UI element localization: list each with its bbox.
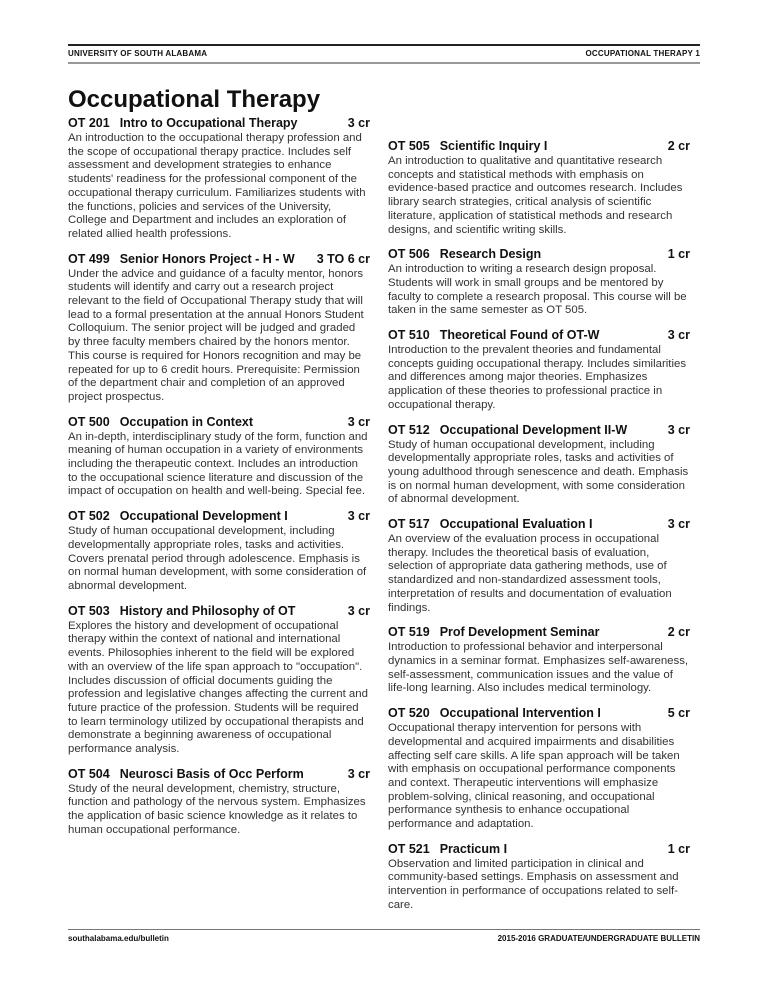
course-description: An introduction to writing a research design proposal. Students will work in small groups and be mentored by faculty to complete a research proposal. This course will be taken in the same semester as OT 505.	[388, 263, 687, 317]
course-heading	[388, 516, 690, 533]
course-entry	[388, 327, 690, 413]
course-description: Under the advice and guidance of a faculty mentor, honors students will identify and carry out a research project relevant to the field of Occupational Therapy study that will lead to a formal presentation at the annual Honors Student Colloquium. The senior project will be judged and graded by three faculty members chaired by the honors mentor. This course is required for Honors recognition and may be repeated for up to 6 credit hours. Prerequisite: Permission of the department chair and completion of an approved project prospectus.	[68, 267, 364, 403]
course-entry	[388, 705, 690, 832]
page-title: Occupational Therapy	[68, 86, 321, 113]
course-code: OT 519	[388, 625, 430, 640]
course-title: Occupational Development I	[119, 509, 288, 524]
course-code: OT 504	[68, 766, 110, 781]
course-heading	[68, 115, 370, 132]
course-code: OT 510	[388, 328, 430, 343]
course-credits: 2 cr	[667, 625, 690, 640]
course-code: OT 503	[68, 603, 110, 618]
course-code: OT 500	[68, 414, 110, 429]
course-heading	[388, 705, 690, 722]
course-credits: 3 TO 6 cr	[316, 251, 370, 266]
course-description: Study of the neural development, chemistry, structure, function and pathology of the nervous system. Emphasizes the application of basic science knowledge as it relates to human occupational performance.	[68, 782, 366, 836]
course-heading	[388, 246, 690, 263]
course-code: OT 499	[68, 251, 110, 266]
course-title: Prof Development Seminar	[439, 625, 600, 640]
header-university: UNIVERSITY OF SOUTH ALABAMA	[68, 49, 208, 58]
footer-url: southalabama.edu/bulletin	[68, 934, 169, 943]
course-credits: 3 cr	[667, 328, 690, 343]
course-credits: 1 cr	[667, 247, 690, 262]
course-entry	[388, 841, 690, 913]
course-description: Introduction to the prevalent theories and fundamental concepts guiding occupational therapy. Includes similarities and differences among major theories. Emphasizes application of these theories to professional practice in occupational therapy.	[388, 344, 687, 411]
course-credits: 3 cr	[347, 603, 370, 618]
course-entry	[388, 246, 690, 318]
left-column	[68, 115, 370, 847]
course-title: Neurosci Basis of Occ Perform	[119, 766, 304, 781]
course-code: OT 517	[388, 517, 430, 532]
course-code: OT 521	[388, 841, 430, 856]
course-heading	[388, 841, 690, 858]
course-heading	[68, 603, 370, 620]
course-title: Research Design	[439, 247, 542, 262]
course-credits: 1 cr	[667, 841, 690, 856]
course-entry	[68, 414, 370, 500]
course-title: Scientific Inquiry I	[439, 139, 548, 153]
course-description: An introduction to the occupational therapy profession and the scope of occupational therapy practice. Includes self assessment and development strategies to enhance students' readiness for the professional component of the occupational therapy curriculum. Familiarizes students with the functions, policies and services of the University, College and Department and includes an exploration of related allied health professions.	[68, 132, 366, 240]
course-description: An overview of the evaluation process in occupational therapy. Includes the theoretical basis of evaluation, selection of appropriate data gathering methods, use of standardized and non-standardized assessment tools, interpretation of results and documentation of evaluation findings.	[388, 533, 672, 614]
course-title: Theoretical Found of OT-W	[439, 328, 600, 343]
course-entry	[388, 138, 690, 237]
course-code: OT 502	[68, 509, 110, 524]
course-title: Senior Honors Project - H - W	[119, 251, 295, 266]
course-entry	[388, 624, 690, 696]
course-credits: 3 cr	[347, 116, 370, 130]
header-section: OCCUPATIONAL THERAPY 1	[585, 49, 700, 58]
course-heading	[68, 251, 370, 268]
course-entry	[68, 251, 370, 405]
course-title: Intro to Occupational Therapy	[119, 116, 298, 130]
course-description: An introduction to qualitative and quantitative research concepts and statistical methods with emphasis on evidence-based practice and outcomes research. Includes library search strategies, critical analysis of scientific literature, application of statistical methods and research designs, and scientific writing skills.	[388, 155, 683, 236]
course-heading	[388, 327, 690, 344]
course-entry	[388, 422, 690, 508]
course-code: OT 506	[388, 247, 430, 262]
course-credits: 3 cr	[347, 509, 370, 524]
course-credits: 3 cr	[347, 414, 370, 429]
course-description: Occupational therapy intervention for persons with developmental and acquired impairments and disabilities affecting self care skills. A life span approach will be taken with emphasis on occupational performance components and context. Therapeutic interventions will emphasize problem-solving, clinical reasoning, and occupational performance synthesis to enhance occupational performance and adaptation.	[388, 722, 680, 831]
course-description: Introduction to professional behavior and interpersonal dynamics in a seminar format. Emphasizes self-awareness, self-assessment, communication issues and the value of life-long learning. Also includes medical terminology.	[388, 641, 689, 695]
course-credits: 3 cr	[347, 766, 370, 781]
course-code: OT 512	[388, 422, 430, 437]
course-title: Occupational Evaluation I	[439, 517, 593, 532]
footer-bulletin: 2015-2016 GRADUATE/UNDERGRADUATE BULLETIN	[497, 934, 700, 943]
course-code: OT 505	[388, 139, 430, 153]
course-description: Study of human occupational development, including developmentally appropriate roles, tasks and activities of young adulthood through senescence and death. Emphasis is on normal human development, with some consideration of abnormal development.	[388, 438, 689, 506]
course-heading	[388, 138, 690, 155]
course-heading	[388, 422, 690, 439]
course-description: Observation and limited participation in clinical and community-based settings. Emphasis on assessment and intervention in performance of occupations related to self-care.	[388, 857, 679, 911]
right-column	[388, 138, 690, 922]
course-title: Practicum I	[439, 841, 508, 856]
course-title: Occupational Intervention I	[439, 706, 601, 721]
course-credits: 5 cr	[667, 706, 690, 721]
course-title: History and Philosophy of OT	[119, 603, 296, 618]
course-heading	[388, 624, 690, 641]
course-entry	[68, 508, 370, 594]
course-entry	[388, 516, 690, 615]
course-description: Explores the history and development of occupational therapy within the context of national and international events. Philosophies inherent to the field will be explored with an overview of the life span approach to "occupation". Includes discussion of official documents guiding the profession and legislative changes affecting the current and future practice of the profession. Students will be required to learn terminology utilized by occupational therapists and demonstrate a beginning awareness of occupational performance analysis.	[68, 619, 368, 756]
course-credits: 3 cr	[667, 422, 690, 437]
course-credits: 2 cr	[667, 139, 690, 153]
page-header	[68, 44, 700, 64]
course-entry	[68, 766, 370, 838]
page-footer	[68, 929, 700, 946]
course-code: OT 201	[68, 116, 110, 130]
course-title: Occupational Development II-W	[439, 422, 628, 437]
course-code: OT 520	[388, 706, 430, 721]
course-entry	[68, 115, 370, 242]
course-description: An in-depth, interdisciplinary study of the form, function and meaning of human occupation in a variety of environments including the therapeutic context. Includes an introduction to the occupational science literature and discussion of the impact of occupation on health and well-being. Special fee.	[68, 430, 368, 498]
course-description: Study of human occupational development, including developmentally appropriate roles, tasks and activities. Covers prenatal period through adolescence. Emphasis is on normal human development, with some consideration of abnormal development.	[68, 525, 367, 592]
course-title: Occupation in Context	[119, 414, 254, 429]
course-heading	[68, 508, 370, 525]
course-credits: 3 cr	[667, 517, 690, 532]
course-heading	[68, 414, 370, 431]
course-heading	[68, 766, 370, 783]
course-entry	[68, 603, 370, 757]
